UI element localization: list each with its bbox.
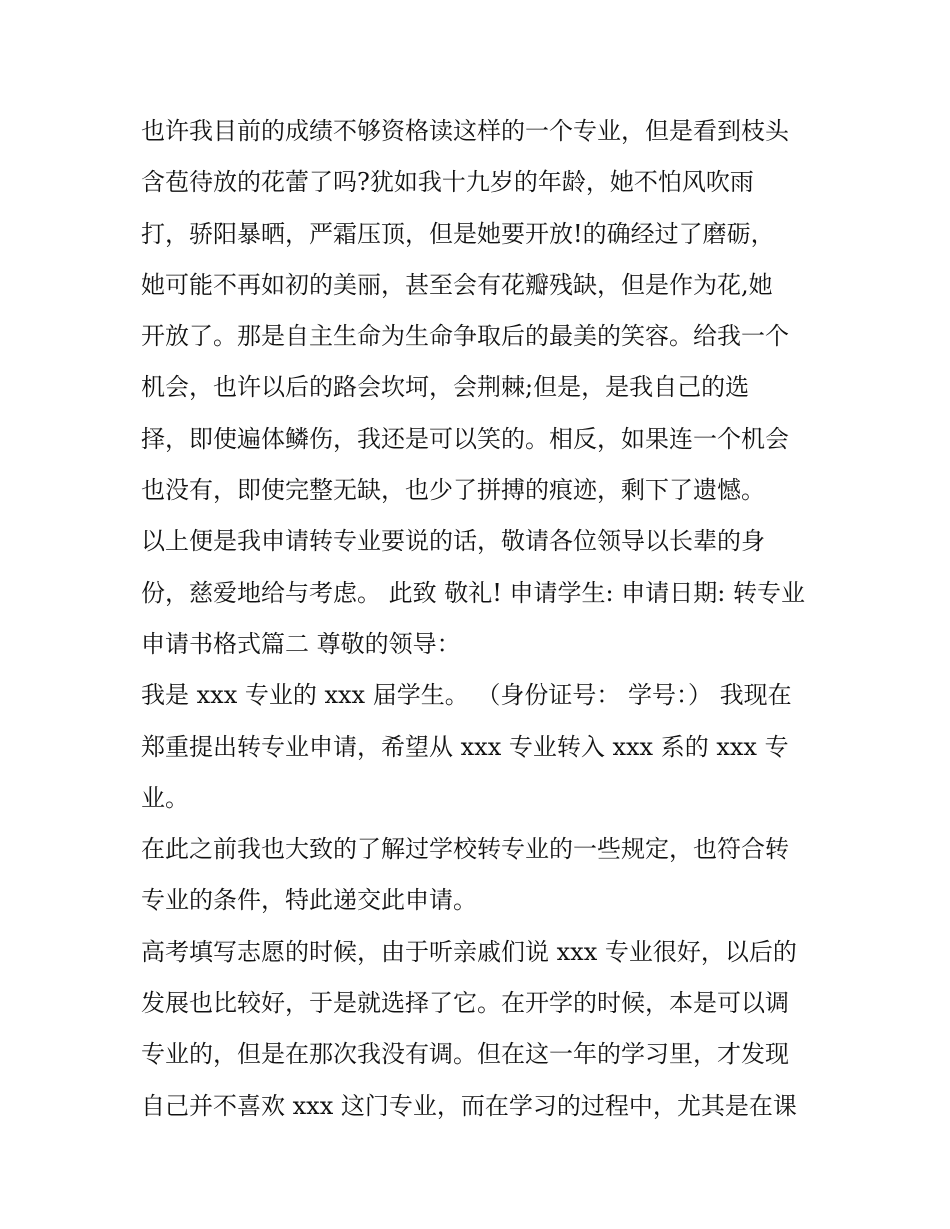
text-line: 份，慈爱地给与考虑。 此致 敬礼! 申请学生: 申请日期: 转专业 [141,578,805,607]
text-line: 业。 [141,783,189,812]
text-line: 择，即使遍体鳞伤，我还是可以笑的。相反，如果连一个机会 [141,424,789,453]
text-line: 也许我目前的成绩不够资格读这样的一个专业，但是看到枝头 [141,117,789,145]
text-line: 以上便是我申请转专业要说的话，敬请各位领导以长辈的身 [141,527,765,556]
text-line: 发展也比较好，于是就选择了它。在开学的时候，本是可以调 [141,989,789,1018]
text-line: 高考填写志愿的时候，由于听亲戚们说 xxx 专业很好，以后的 [141,937,797,966]
body-text [141,106,831,1132]
text-line: 开放了。那是自主生命为生命争取后的最美的笑容。给我一个 [141,322,789,351]
text-line: 郑重提出转专业申请，希望从 xxx 专业转入 xxx 系的 xxx 专 [141,732,789,761]
text-line: 机会，也许以后的路会坎坷，会荆棘;但是，是我自己的选 [141,373,750,402]
text-line: 专业的，但是在那次我没有调。但在这一年的学习里，才发现 [141,1040,789,1069]
text-line: 专业的条件，特此递交此申请。 [141,886,477,915]
text-line: 我是 xxx 专业的 xxx 届学生。 （身份证号： 学号：） 我现在 [141,681,792,710]
text-line: 打，骄阳暴晒，严霜压顶，但是她要开放!的确经过了磨砺， [141,219,775,248]
text-line: 她可能不再如初的美丽，甚至会有花瓣残缺，但是作为花,她 [141,270,773,299]
text-line: 自己并不喜欢 xxx 这门专业，而在学习的过程中，尤其是在课 [141,1091,797,1120]
text-line: 在此之前我也大致的了解过学校转专业的一些规定，也符合转 [141,835,789,864]
text-line: 也没有，即使完整无缺，也少了拼搏的痕迹，剩下了遗憾。 [141,476,765,505]
text-line: 含苞待放的花蕾了吗?犹如我十九岁的年龄，她不怕风吹雨 [141,168,754,197]
text-line: 申请书格式篇二 尊敬的领导： [141,629,461,658]
